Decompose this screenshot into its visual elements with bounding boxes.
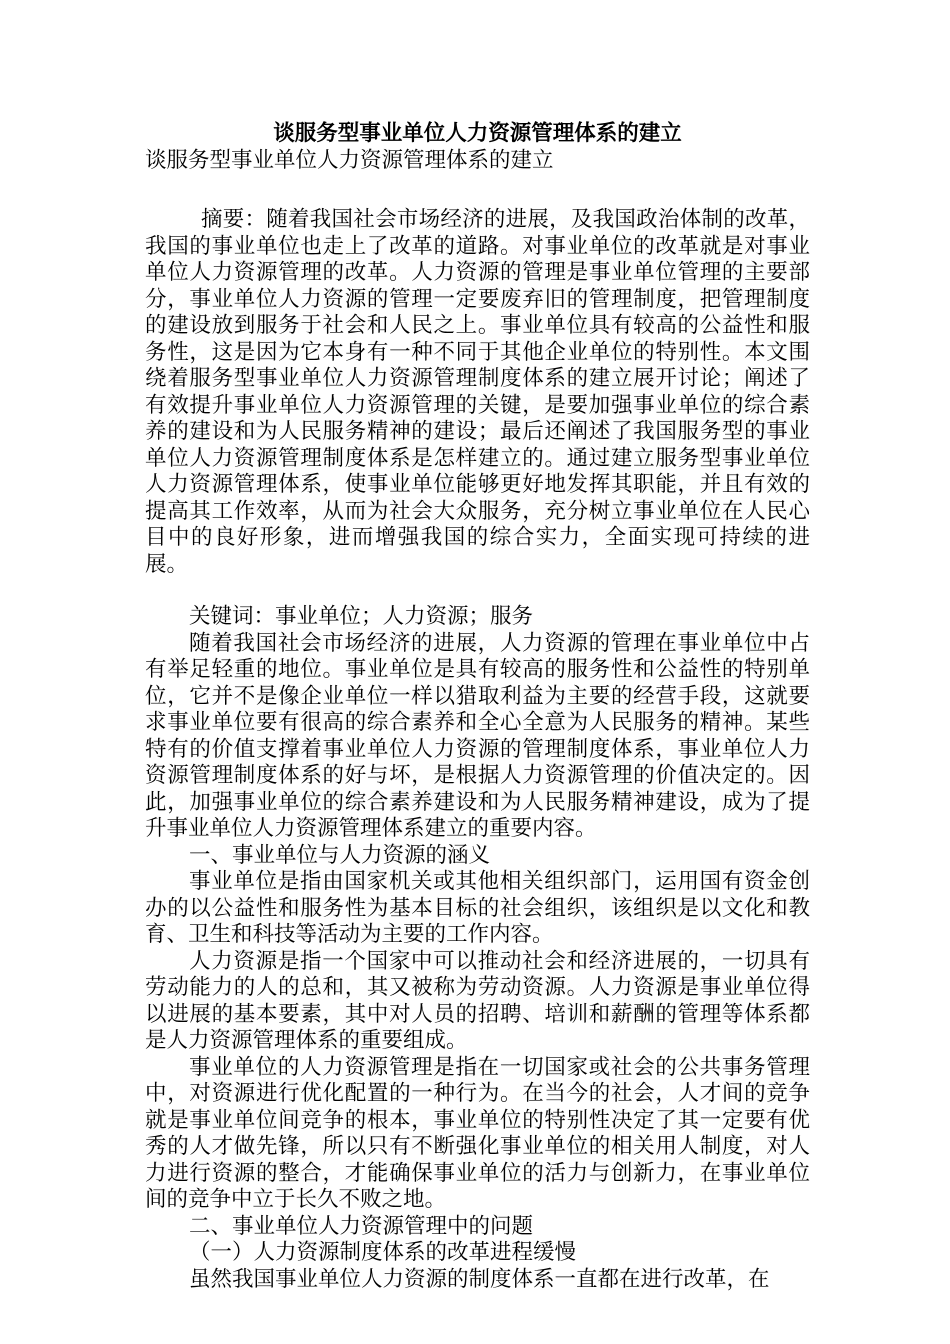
section1-paragraph-2: 人力资源是指一个国家中可以推动社会和经济进展的，一切具有劳动能力的人的总和，其又被称为劳动资源。人力资源是事业单位得以进展的基本要素，其中对人员的招聘、培训和薪酬的管理等体系都是人力资源管理体系的重要组成。 [145,948,810,1053]
section1-paragraph-1: 事业单位是指由国家机关或其他相关组织部门，运用国有资金创办的以公益性和服务性为基本目标的社会组织，该组织是以文化和教育、卫生和科技等活动为主要的工作内容。 [145,869,810,947]
blank-line [145,175,810,201]
subsection-heading-1: （一）人力资源制度体系的改革进程缓慢 [189,1240,577,1265]
section-heading-1: 一、事业单位与人力资源的涵义 [189,842,491,868]
document-title: 谈服务型事业单位人力资源管理体系的建立 [273,121,682,146]
abstract-paragraph: 摘要：随着我国社会市场经济的进展，及我国政治体制的改革，我国的事业单位也走上了改革的道路。对事业单位的改革就是对事业单位人力资源管理的改革。人力资源的管理是事业单位管理的主要部分，事业单位人力资源的管理一定要废弃旧的管理制度，把管理制度的建设放到服务于社会和人民之上。事业单位具有较高的公益性和服务性，这是因为它本身有一种不同于其他企业单位的特别性。本文围绕着服务型事业单位人力资源管理制度体系的建立展开讨论；阐述了有效提升事业单位人力资源管理的关键，是要加强事业单位的综合素养的建设和为人民服务精神的建设；最后还阐述了我国服务型的事业单位人力资源管理制度体系是怎样建立的。通过建立服务型事业单位人力资源管理体系，使事业单位能够更好地发挥其职能，并且有效的提高其工作效率，从而为社会大众服务，充分树立事业单位在人民心目中的良好形象，进而增强我国的综合实力，全面实现可持续的进展。 [145,207,810,577]
intro-paragraph: 随着我国社会市场经济的进展，人力资源的管理在事业单位中占有举足轻重的地位。事业单位是具有较高的服务性和公益性的特别单位，它并不是像企业单位一样以猎取利益为主要的经营手段，这就要求事业单位要有很高的综合素养和全心全意为人民服务的精神。某些特有的价值支撑着事业单位人力资源的管理制度体系，事业单位人力资源管理制度体系的好与坏，是根据人力资源管理的价值决定的。因此，加强事业单位的综合素养建设和为人民服务精神建设，成为了提升事业单位人力资源管理体系建立的重要内容。 [145,630,810,841]
document-page [145,121,810,1293]
section1-paragraph-3: 事业单位的人力资源管理是指在一切国家或社会的公共事务管理中，对资源进行优化配置的一种行为。在当今的社会，人才间的竞争就是事业单位间竞争的根本，事业单位的特别性决定了其一定要有优秀的人才做先锋，所以只有不断强化事业单位的相关用人制度，对人力进行资源的整合，才能确保事业单位的活力与创新力，在事业单位间的竞争中立于长久不败之地。 [145,1054,810,1212]
blank-line [145,578,810,604]
section-heading-2: 二、事业单位人力资源管理中的问题 [189,1213,534,1239]
section2-paragraph-1: 虽然我国事业单位人力资源的制度体系一直都在进行改革，在 [189,1266,770,1292]
keywords-line: 关键词：事业单位；人力资源；服务 [189,604,534,629]
document-subtitle: 谈服务型事业单位人力资源管理体系的建立 [145,148,554,173]
